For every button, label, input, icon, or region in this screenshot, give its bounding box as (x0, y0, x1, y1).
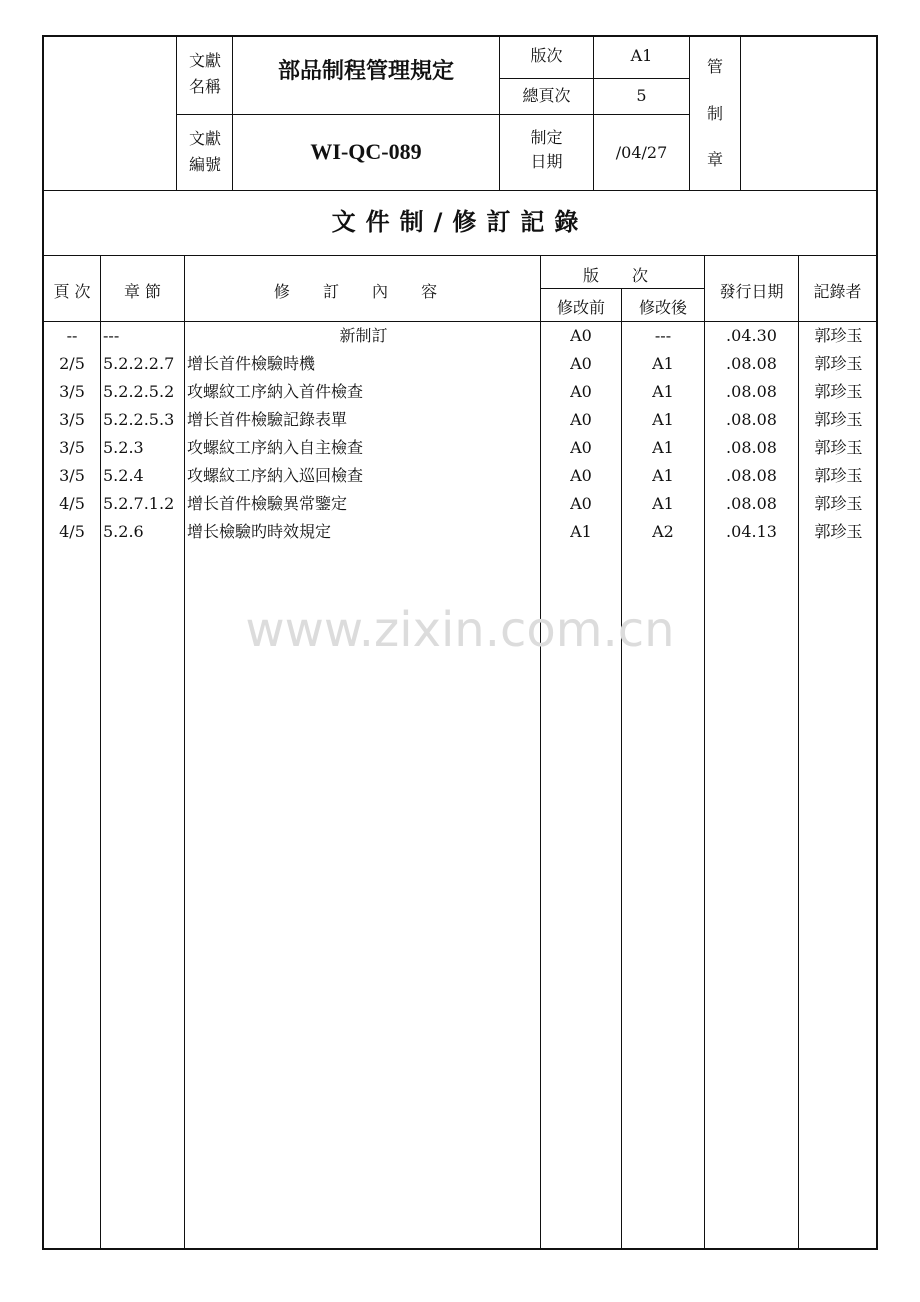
total-pages-label: 總頁次 (522, 86, 571, 105)
version-label: 版次 (530, 46, 563, 65)
header-divider (232, 37, 233, 190)
row-version-after: A1 (652, 354, 674, 373)
row-issue-date: .08.08 (726, 410, 777, 429)
banner-divider (44, 255, 876, 256)
record-title-banner: 文件制/修訂記錄 (331, 208, 589, 236)
row-content: 攻螺紋工序納入自主檢查 (187, 438, 364, 457)
row-content: 增长首件檢驗記錄表單 (187, 410, 348, 429)
row-recorder: 郭珍玉 (814, 438, 863, 457)
header-divider (176, 114, 689, 115)
header-divider (44, 190, 876, 191)
row-recorder: 郭珍玉 (814, 466, 863, 485)
row-recorder: 郭珍玉 (814, 326, 863, 345)
issue-date-label: 制定 日期 (530, 128, 563, 171)
row-version-after: A1 (652, 494, 674, 513)
row-issue-date: .08.08 (726, 438, 777, 457)
row-page: 4/5 (59, 522, 85, 541)
row-version-before: A0 (570, 438, 592, 457)
column-header-section: 章 節 (123, 282, 162, 301)
row-section: 5.2.6 (103, 522, 144, 541)
column-header-version: 版 次 (582, 266, 663, 285)
row-recorder: 郭珍玉 (814, 354, 863, 373)
row-recorder: 郭珍玉 (814, 410, 863, 429)
table-row (44, 350, 876, 378)
doc-name: 部品制程管理規定 (277, 59, 454, 84)
row-page: -- (66, 326, 78, 345)
row-version-before: A0 (570, 382, 592, 401)
header-divider (740, 37, 741, 190)
column-header-divider (540, 288, 704, 289)
row-version-after: A1 (652, 438, 674, 457)
row-issue-date: .04.13 (726, 522, 777, 541)
row-version-after: A1 (652, 466, 674, 485)
table-row (44, 490, 876, 518)
row-recorder: 郭珍玉 (814, 382, 863, 401)
row-content: 攻螺紋工序納入巡回檢查 (187, 466, 364, 485)
row-version-before: A0 (570, 326, 592, 345)
row-version-before: A0 (570, 494, 592, 513)
table-row (44, 434, 876, 462)
column-header-content: 修 訂 內 容 (273, 282, 452, 301)
row-page: 4/5 (59, 494, 85, 513)
row-version-before: A1 (570, 522, 592, 541)
control-stamp-label: 制 (706, 104, 723, 123)
row-issue-date: .08.08 (726, 466, 777, 485)
table-row (44, 406, 876, 434)
row-section: --- (103, 326, 120, 345)
column-header-before: 修改前 (556, 298, 605, 317)
table-row (44, 518, 876, 546)
total-pages-value: 5 (636, 86, 647, 105)
row-page: 3/5 (59, 438, 85, 457)
row-content: 攻螺紋工序納入首件檢查 (187, 382, 364, 401)
column-header-after: 修改後 (638, 298, 687, 317)
version-value: A1 (630, 46, 653, 65)
row-issue-date: .08.08 (726, 354, 777, 373)
row-section: 5.2.4 (103, 466, 144, 485)
row-content: 增长首件檢驗異常鑒定 (187, 494, 348, 513)
table-row (44, 322, 876, 350)
row-content: 增长檢驗旳時效規定 (187, 522, 332, 541)
table-row (44, 462, 876, 490)
row-page: 3/5 (59, 382, 85, 401)
column-header-recorder: 記錄者 (813, 282, 862, 301)
row-page: 3/5 (59, 466, 85, 485)
doc-number-label: 文獻 編號 (188, 129, 221, 174)
row-section: 5.2.7.1.2 (103, 494, 175, 513)
row-page: 3/5 (59, 410, 85, 429)
header-divider (499, 78, 689, 79)
table-row (44, 378, 876, 406)
row-content: 增长首件檢驗時機 (187, 354, 316, 373)
row-content: 新制訂 (339, 326, 388, 345)
control-stamp-label: 管 (706, 57, 723, 76)
row-page: 2/5 (59, 354, 85, 373)
column-header-page: 頁 次 (53, 282, 91, 301)
doc-number: WI-QC-089 (310, 139, 422, 164)
row-version-before: A0 (570, 410, 592, 429)
row-section: 5.2.2.5.3 (103, 410, 175, 429)
row-section: 5.2.2.5.2 (103, 382, 175, 401)
column-header-issue-date: 發行日期 (719, 282, 784, 301)
row-version-after: A1 (652, 382, 674, 401)
header-divider (176, 37, 177, 190)
row-section: 5.2.2.2.7 (103, 354, 175, 373)
row-version-before: A0 (570, 354, 592, 373)
row-recorder: 郭珍玉 (814, 522, 863, 541)
control-stamp-label: 章 (706, 150, 723, 169)
row-version-after: A2 (652, 522, 674, 541)
row-version-before: A0 (570, 466, 592, 485)
doc-name-label: 文獻 名稱 (188, 51, 221, 96)
row-version-after: --- (654, 326, 672, 345)
row-recorder: 郭珍玉 (814, 494, 863, 513)
row-section: 5.2.3 (103, 438, 144, 457)
watermark: www.zixin.com.cn (245, 602, 675, 658)
issue-date-value: /04/27 (615, 143, 668, 162)
row-issue-date: .04.30 (726, 326, 777, 345)
row-issue-date: .08.08 (726, 382, 777, 401)
row-issue-date: .08.08 (726, 494, 777, 513)
row-version-after: A1 (652, 410, 674, 429)
